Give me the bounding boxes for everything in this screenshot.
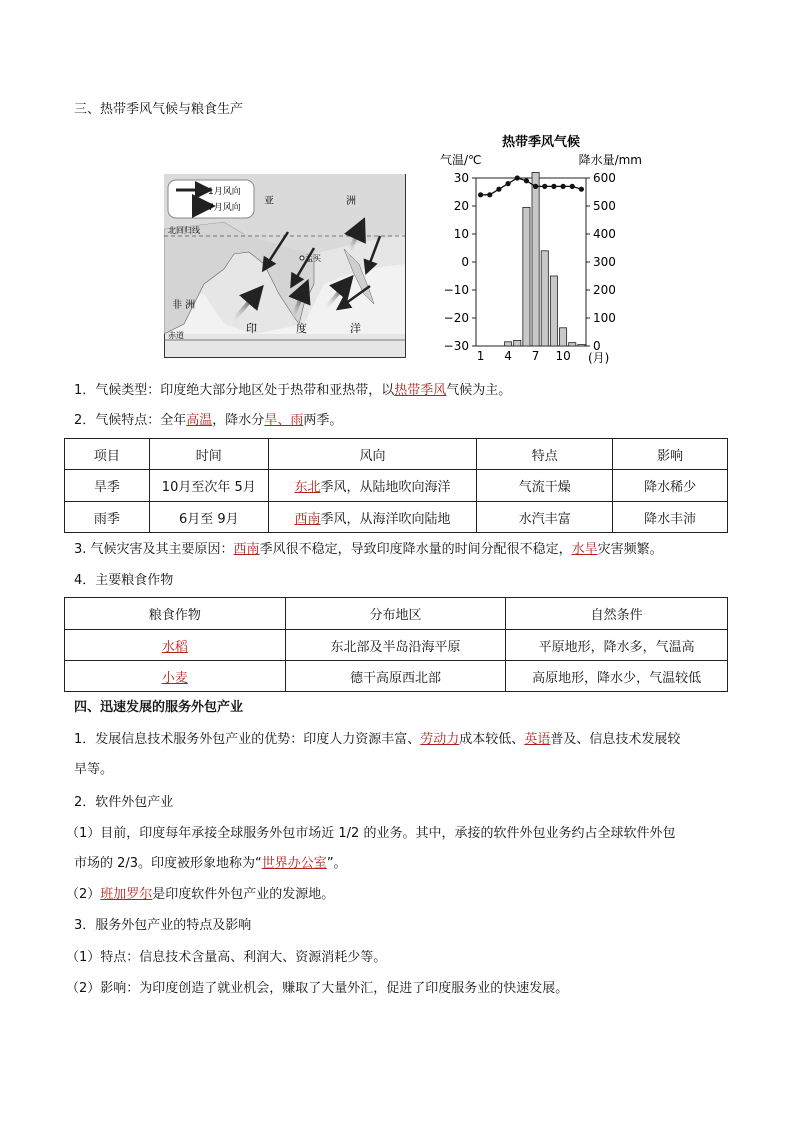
p1-key: 热带季风 [394, 383, 447, 398]
s4p1-key1: 劳动力 [420, 732, 460, 747]
table-header: 影响 [613, 439, 728, 470]
y-right-tick-label: 500 [593, 199, 616, 213]
p2-key1: 高温 [186, 413, 213, 428]
p3-key1: 西南 [233, 542, 260, 557]
map-legend-jan: 1月风向 [208, 187, 241, 197]
precipitation-bar [532, 172, 539, 346]
s4p1-prefix: 1．发展信息技术服务外包产业的优势：印度人力资源丰富、 [74, 732, 421, 747]
table-row [65, 661, 728, 692]
y-right-tick-label: 0 [593, 339, 601, 353]
p2-suffix: 两季。 [303, 413, 343, 428]
table-cell: 水汽丰富 [477, 502, 613, 533]
table-cell [268, 470, 477, 502]
temperature-point [478, 192, 483, 197]
p2-prefix: 2．气候特点：全年 [74, 413, 187, 428]
map-legend-jul: 7月风向 [208, 203, 241, 213]
climate-chart [436, 130, 646, 370]
table-cell: 6月至 9月 [149, 502, 268, 533]
wind-direction-key: 西南 [294, 511, 321, 527]
y-right-tick-label: 600 [593, 171, 616, 185]
p3-prefix: 3. 气候灾害及其主要原因： [74, 542, 234, 557]
table-row [65, 630, 728, 661]
table-cell: 10月至次年 5月 [149, 470, 268, 502]
india-monsoon-map [164, 174, 406, 358]
temperature-point [487, 192, 492, 197]
crop-name: 水稻 [161, 639, 188, 655]
temperature-line [481, 178, 582, 195]
y-left-tick-label: −10 [443, 283, 469, 297]
map-label-africa: 非 洲 [172, 300, 196, 311]
temperature-point [505, 181, 510, 186]
temperature-point [496, 187, 501, 192]
s4p2b-prefix: （2） [66, 887, 101, 902]
map-city-label: 孟买 [305, 254, 321, 263]
table-row [65, 502, 728, 533]
y-left-tick-label: 0 [461, 255, 469, 269]
map-label-asia-1: 亚 [264, 196, 274, 207]
y-right-tick-label: 100 [593, 311, 616, 325]
table-header: 特点 [477, 439, 613, 470]
precipitation-bar [578, 345, 585, 346]
precipitation-bar [569, 343, 576, 346]
table-cell: 旱季 [65, 470, 150, 502]
s4p2a-suffix: ”。 [326, 856, 347, 871]
table-cell: 德干高原西北部 [285, 661, 506, 692]
x-tick-label: 1 [476, 349, 485, 363]
temperature-point [579, 187, 584, 192]
precipitation-bar [550, 276, 557, 346]
table-cell: 雨季 [65, 502, 150, 533]
s4p1-key2: 英语 [524, 732, 551, 747]
p2-key2: 旱、雨 [264, 413, 304, 428]
wind-direction-key: 东北 [294, 480, 321, 495]
s4p1-mid: 成本较低、 [459, 732, 525, 747]
map-equator-label: 赤道 [168, 331, 184, 340]
s4p2a-prefix: 市场的 2/3。印度被形象地称为“ [74, 856, 262, 871]
temperature-point [551, 184, 556, 189]
outsourcing-advantage-line2: 早等。 [74, 762, 114, 777]
software-outsourcing-heading: 2．软件外包产业 [74, 795, 174, 810]
p3-key2: 水旱 [571, 542, 598, 557]
x-tick-label: 10 [555, 349, 571, 363]
table-header: 粮食作物 [65, 598, 286, 630]
wind-direction-rest: 季风，从陆地吹向海洋 [320, 480, 451, 495]
climate-feature-text [74, 413, 342, 429]
table-cell: 降水丰沛 [613, 502, 728, 533]
precipitation-bar [514, 340, 521, 346]
chart-ylabel-right: 降水量/mm [578, 153, 642, 167]
temperature-point [524, 178, 529, 183]
y-left-tick-label: −30 [443, 339, 469, 353]
y-left-tick-label: 20 [453, 199, 469, 213]
service-outsourcing-impact: （2）影响：为印度创造了就业机会，赚取了大量外汇，促进了印度服务业的快速发展。 [66, 981, 569, 996]
temperature-point [515, 175, 520, 180]
p2-mid: ，降水分 [212, 413, 265, 428]
p1-suffix: 气候为主。 [446, 383, 512, 398]
precipitation-bar [523, 207, 530, 346]
table-cell: 东北部及半岛沿海平原 [285, 630, 506, 661]
temperature-point [533, 184, 538, 189]
temperature-point [542, 184, 547, 189]
p1-prefix: 1．气候类型：印度绝大部分地区处于热带和亚热带，以 [74, 383, 395, 398]
precipitation-bar [541, 251, 548, 346]
map-label-asia-2: 洲 [346, 196, 356, 207]
table-header: 风向 [268, 439, 477, 470]
table-header: 自然条件 [506, 598, 728, 630]
y-left-tick-label: −20 [443, 311, 469, 325]
precipitation-bar [560, 328, 567, 346]
table-cell: 气流干燥 [477, 470, 613, 502]
table-cell [65, 661, 286, 692]
chart-frame [476, 178, 586, 346]
table-cell: 降水稀少 [613, 470, 728, 502]
y-right-tick-label: 300 [593, 255, 616, 269]
table-cell: 平原地形，降水多，气温高 [506, 630, 728, 661]
table-cell [65, 630, 286, 661]
x-tick-label: 4 [504, 349, 512, 363]
x-tick-label: 7 [531, 349, 540, 363]
table-header: 项目 [65, 439, 150, 470]
crop-table [64, 597, 728, 692]
map-ocean-2: 度 [296, 322, 307, 335]
software-outsourcing-p1: （1）目前，印度每年承接全球服务外包市场近 1/2 的业务。其中，承接的软件外包业务约占全球软件外包 [66, 826, 676, 841]
crops-heading: 4．主要粮食作物 [74, 573, 174, 588]
software-outsourcing-p2 [66, 887, 334, 903]
table-header: 时间 [149, 439, 268, 470]
y-right-tick-label: 400 [593, 227, 616, 241]
precipitation-bar [505, 342, 512, 346]
table-cell: 高原地形，降水少，气温较低 [506, 661, 728, 692]
temperature-point [570, 184, 575, 189]
s4p2b-suffix: 是印度软件外包产业的发源地。 [152, 887, 335, 902]
s4p2a-key: 世界办公室 [261, 856, 327, 871]
s4p2b-key: 班加罗尔 [100, 887, 153, 902]
service-outsourcing-heading: 3．服务外包产业的特点及影响 [74, 918, 252, 933]
map-ocean-1: 印 [246, 322, 257, 335]
s4p1-suffix: 普及、信息技术发展较 [550, 732, 681, 747]
wind-direction-rest: 季风，从海洋吹向陆地 [320, 511, 451, 527]
section3-heading: 三、热带季风气候与粮食生产 [74, 102, 244, 117]
climate-type-text [74, 383, 511, 399]
table-cell [268, 502, 477, 533]
map-tropic-label: 北回归线 [168, 226, 200, 235]
p3-suffix: 灾害频繁。 [597, 542, 663, 557]
y-left-tick-label: 10 [453, 227, 469, 241]
climate-disaster-text [74, 542, 663, 558]
p3-mid: 季风很不稳定，导致印度降水量的时间分配很不稳定， [259, 542, 572, 557]
chart-ylabel-left: 气温/℃ [440, 153, 482, 167]
software-outsourcing-p1-line2 [74, 856, 347, 872]
crop-name: 小麦 [161, 670, 188, 686]
y-left-tick-label: 30 [453, 171, 469, 185]
map-ocean-3: 洋 [350, 322, 361, 335]
table-header: 分布地区 [285, 598, 506, 630]
section4-heading: 四、迅速发展的服务外包产业 [74, 700, 244, 715]
chart-title: 热带季风气候 [501, 135, 581, 150]
table-row [65, 470, 728, 502]
temperature-point [560, 184, 565, 189]
outsourcing-advantage-text [74, 732, 680, 748]
x-axis-label: (月) [588, 351, 610, 365]
season-table [64, 438, 728, 533]
service-outsourcing-feature: （1）特点：信息技术含量高、利润大、资源消耗少等。 [66, 950, 387, 965]
y-right-tick-label: 200 [593, 283, 616, 297]
